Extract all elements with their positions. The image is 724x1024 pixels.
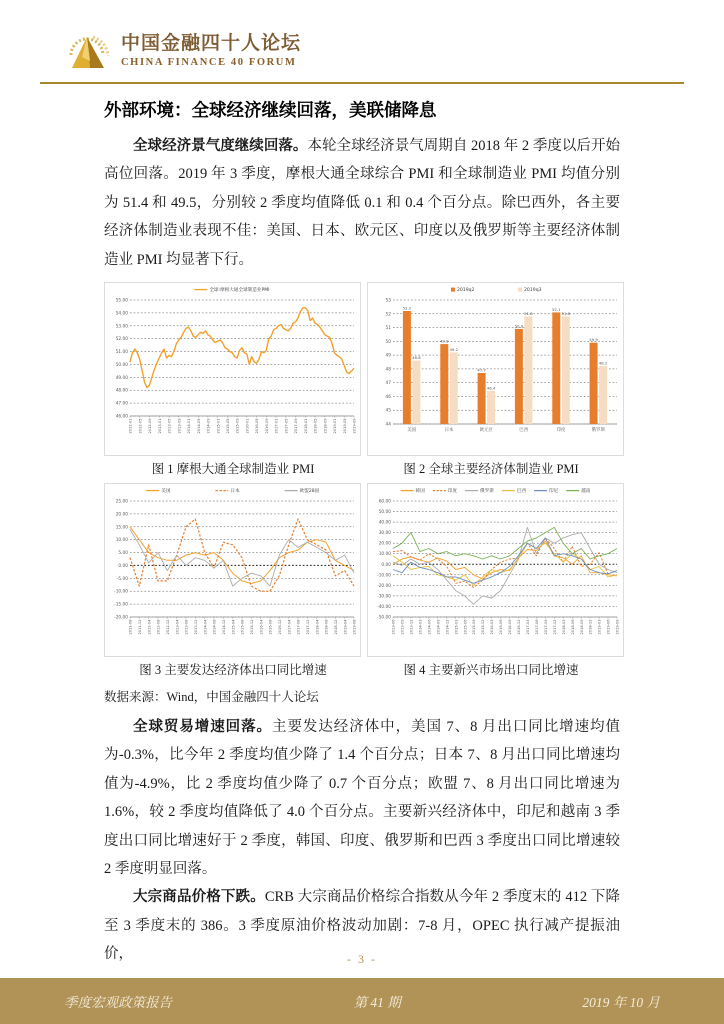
svg-text:50.9: 50.9 [514,323,524,329]
svg-text:2012-09: 2012-09 [148,418,153,434]
svg-text:0.00: 0.00 [381,562,391,568]
svg-text:2013-05: 2013-05 [167,418,172,434]
svg-text:印尼: 印尼 [549,489,559,495]
footer-date: 2019 年 10 月 [582,995,660,1010]
svg-text:韩国: 韩国 [415,489,425,495]
svg-text:2018-12: 2018-12 [588,619,593,635]
svg-text:48.00: 48.00 [115,388,128,394]
svg-text:2018-09: 2018-09 [323,418,328,434]
svg-text:印度: 印度 [447,489,458,495]
figure-2-caption: 图 2 全球主要经济体制造业 PMI [403,462,579,477]
svg-text:0.00: 0.00 [118,563,128,569]
paragraph-2-lead: 全球贸易增速回落。 [133,719,273,736]
svg-text:2019q2: 2019q2 [456,288,475,294]
captions-row-2 [104,657,620,684]
svg-text:俄罗斯: 俄罗斯 [480,489,494,495]
svg-text:47.7: 47.7 [477,367,486,373]
svg-text:2016-09: 2016-09 [264,418,269,434]
chart-1-canvas [105,283,360,455]
svg-text:2017-08: 2017-08 [296,619,301,635]
svg-text:2016-08: 2016-08 [268,619,273,635]
svg-text:2019-09: 2019-09 [615,619,620,635]
svg-text:-30.00: -30.00 [377,594,391,600]
svg-text:2013-04: 2013-04 [175,619,180,635]
svg-text:2016-12: 2016-12 [277,619,282,635]
svg-text:2012-04: 2012-04 [147,619,152,635]
svg-text:2018-06: 2018-06 [570,619,575,635]
svg-text:印度: 印度 [556,428,566,434]
svg-text:2014-12: 2014-12 [221,619,226,635]
svg-text:2017-12: 2017-12 [305,619,310,635]
footer-issue: 第 41 期 [353,995,401,1010]
svg-text:2017-05: 2017-05 [284,418,289,434]
svg-text:2016-03: 2016-03 [490,619,495,635]
svg-text:2012-08: 2012-08 [156,619,161,635]
footer-report-name: 季度宏观政策报告 [64,995,172,1010]
svg-text:2016-04: 2016-04 [259,619,264,635]
brand-name-en: CHINA FINANCE 40 FORUM [121,56,297,68]
paragraph-1-text: 本轮全球经济景气周期自 2018 年 2 季度以后开始高位回落。2019 年 3 季度，摩根大通全球综合 PMI 和全球制造业 PMI 均值分别为 51.4 和 49.5，分别较 2 季度均值降低 0.1 和 0.4 个百分点。除巴西外，各主要经济体制造业表现不佳：美国、日本、欧元区、印度以及俄罗斯等主要经济体制造业 PMI 均显著下行。 [104,138,621,268]
svg-text:2019-01: 2019-01 [333,418,338,434]
svg-text:49: 49 [385,353,391,359]
svg-text:全球:摩根大通全球制造业PMI: 全球:摩根大通全球制造业PMI [209,288,270,294]
svg-text:50.00: 50.00 [378,510,391,516]
footer-bar [0,978,724,1024]
svg-text:53: 53 [385,298,391,304]
svg-text:2017-09: 2017-09 [543,619,548,635]
svg-text:2018-12: 2018-12 [333,619,338,635]
svg-text:49.00: 49.00 [115,375,128,381]
data-source-note: 数据来源：Wind，中国金融四十人论坛 [104,690,319,705]
svg-text:-15.00: -15.00 [114,602,128,608]
svg-text:2019-03: 2019-03 [597,619,602,635]
paragraph-3-lead: 大宗商品价格下跌。 [133,889,265,906]
svg-text:2019-06: 2019-06 [606,619,611,635]
svg-text:2014-09: 2014-09 [206,418,211,434]
svg-text:2015-06: 2015-06 [463,619,468,635]
svg-text:2014-08: 2014-08 [212,619,217,635]
svg-text:2011-08: 2011-08 [128,619,133,635]
svg-text:欧元区: 欧元区 [479,428,493,434]
svg-text:2018-08: 2018-08 [324,619,329,635]
svg-text:10.00: 10.00 [115,538,128,544]
svg-text:2018-03: 2018-03 [561,619,566,635]
svg-text:52.1: 52.1 [551,306,561,312]
figure-4-caption: 图 4 主要新兴市场出口同比增速 [403,663,579,678]
svg-text:2016-12: 2016-12 [517,619,521,635]
brand-text [121,33,301,68]
svg-text:48.2: 48.2 [598,360,608,366]
svg-text:20.00: 20.00 [115,512,128,518]
brand-name-cn: 中国金融四十人论坛 [121,32,302,54]
paragraph-3-text: CRB 大宗商品价格综合指数从今年 2 季度末的 412 下降至 3 季度末的 386。3 季度原油价格波动加剧：7-8 月，OPEC 执行减产提振油价， [104,889,621,963]
paragraph-1-lead: 全球经济景气度继续回落。 [133,138,308,154]
svg-text:日本: 日本 [230,489,240,495]
svg-text:2017-03: 2017-03 [526,619,530,635]
svg-text:2014-09: 2014-09 [436,619,441,635]
svg-text:53.00: 53.00 [115,324,128,330]
svg-text:48.6: 48.6 [412,355,421,361]
svg-text:2017-12: 2017-12 [552,619,557,635]
svg-text:-20.00: -20.00 [114,615,128,621]
svg-text:46.00: 46.00 [115,414,128,420]
svg-text:2014-04: 2014-04 [203,619,208,635]
page-header [0,0,724,75]
svg-text:2014-03: 2014-03 [418,619,423,635]
svg-text:2013-01: 2013-01 [157,418,162,434]
svg-text:2016-09: 2016-09 [508,619,513,635]
svg-text:巴西: 巴西 [519,428,529,434]
svg-text:2018-09: 2018-09 [579,619,584,635]
svg-text:2017-01: 2017-01 [274,418,279,434]
charts-row-1 [104,282,620,456]
svg-text:2015-03: 2015-03 [454,619,459,635]
figure-4 [367,483,624,657]
svg-text:2015-12: 2015-12 [481,619,486,635]
svg-text:45: 45 [385,408,391,414]
svg-text:60.00: 60.00 [378,499,391,505]
figure-2 [367,282,624,456]
figure-3 [104,483,361,657]
svg-text:5.00: 5.00 [118,551,128,557]
svg-text:2012-01: 2012-01 [128,418,133,434]
svg-text:2012-12: 2012-12 [165,619,170,635]
svg-text:2013-12: 2013-12 [409,619,414,635]
svg-text:51.00: 51.00 [115,350,128,356]
svg-text:2016-06: 2016-06 [499,619,504,635]
svg-text:2017-09: 2017-09 [294,418,299,434]
svg-text:2015-08: 2015-08 [240,619,245,635]
svg-text:2015-04: 2015-04 [231,619,236,635]
svg-text:10.00: 10.00 [378,552,391,558]
svg-text:2014-12: 2014-12 [445,619,450,635]
svg-text:2013-08: 2013-08 [184,619,189,635]
svg-text:2014-06: 2014-06 [427,619,432,635]
svg-text:2018-01: 2018-01 [303,418,308,434]
svg-text:50: 50 [385,339,391,345]
svg-text:2015-12: 2015-12 [249,619,254,635]
svg-text:51: 51 [385,326,391,332]
svg-text:2018-04: 2018-04 [315,619,320,635]
svg-text:15.00: 15.00 [115,525,128,531]
svg-text:52: 52 [385,312,391,318]
article [104,97,620,969]
svg-text:40.00: 40.00 [378,520,391,526]
svg-text:-50.00: -50.00 [377,615,391,621]
svg-text:2014-01: 2014-01 [187,418,191,434]
svg-text:2011-12: 2011-12 [137,619,142,635]
svg-text:美国: 美国 [407,428,417,434]
svg-text:30.00: 30.00 [378,531,391,537]
svg-text:2019-09: 2019-09 [352,418,357,434]
captions-row-1 [104,456,620,483]
figure-1 [104,282,361,456]
page-number: - 3 - [347,952,377,966]
svg-text:2019-04: 2019-04 [343,619,348,635]
svg-text:2015-01: 2015-01 [216,418,221,434]
svg-text:25.00: 25.00 [115,499,128,505]
paragraph-2-text: 主要发达经济体中，美国 7、8 月出口同比增速均值为-0.3%，比今年 2 季度均值少降了 1.4 个百分点；日本 7、8 月出口同比增速均值为-4.9%，比 2 季度均值少降了 0.7 个百分点；欧盟 7、8 月出口同比增速为 1.6%，较 2 季度均值降低了 4.0 个百分点。主要新兴经济体中，印尼和越南 3 季度出口同比增速好于 2 季度，韩国、印度、俄罗斯和巴西 3 季度出口同比增速较 2 季度明显回落。 [104,719,621,878]
svg-text:50.00: 50.00 [115,362,128,368]
svg-text:-20.00: -20.00 [377,583,391,589]
chart-2-canvas [368,283,623,455]
figure-3-caption: 图 3 主要发达经济体出口同比增速 [139,663,327,678]
cf40-logo-icon [64,25,110,75]
svg-text:46.4: 46.4 [486,385,496,391]
svg-text:俄罗斯: 俄罗斯 [591,428,605,434]
svg-text:2013-06: 2013-06 [391,619,396,635]
svg-text:2013-09: 2013-09 [400,619,405,635]
svg-text:2013-09: 2013-09 [177,418,182,434]
svg-text:2015-09: 2015-09 [235,418,240,434]
paragraph-2 [104,713,620,883]
svg-text:-5.00: -5.00 [116,576,128,582]
svg-text:51.8: 51.8 [524,310,533,316]
svg-text:越南: 越南 [581,489,591,495]
chart-4-canvas [368,484,623,656]
svg-text:-10.00: -10.00 [377,573,391,579]
svg-text:2017-04: 2017-04 [287,619,292,635]
svg-text:54.00: 54.00 [115,311,128,317]
svg-text:47.00: 47.00 [115,401,128,407]
chart-3-canvas [105,484,360,656]
svg-text:美国: 美国 [161,489,171,495]
svg-text:51.8: 51.8 [561,310,571,316]
svg-text:欧盟28国: 欧盟28国 [299,489,320,495]
svg-text:2014-05: 2014-05 [196,418,201,434]
section-title: 外部环境：全球经济继续回落，美联储降息 [104,100,437,120]
svg-text:2016-01: 2016-01 [245,418,250,434]
svg-text:2015-05: 2015-05 [226,418,230,434]
svg-text:2019-05: 2019-05 [342,418,347,434]
paragraph-1 [104,132,620,274]
svg-text:2016-05: 2016-05 [255,418,260,434]
svg-text:日本: 日本 [444,428,454,434]
svg-text:2017-06: 2017-06 [535,619,539,635]
svg-text:2015-09: 2015-09 [472,619,477,635]
svg-text:49.8: 49.8 [439,338,449,344]
svg-text:49.9: 49.9 [589,337,598,343]
svg-text:47: 47 [385,381,391,387]
svg-text:44: 44 [385,422,391,428]
svg-text:-40.00: -40.00 [377,605,391,611]
svg-text:48: 48 [385,367,391,373]
svg-text:20.00: 20.00 [378,541,391,547]
svg-text:-10.00: -10.00 [114,589,128,595]
svg-text:巴西: 巴西 [516,489,527,495]
figure-1-caption: 图 1 摩根大通全球制造业 PMI [151,462,315,477]
svg-text:46: 46 [385,394,391,400]
svg-text:2018-05: 2018-05 [313,418,318,434]
svg-text:2013-12: 2013-12 [193,619,198,635]
svg-text:2012-05: 2012-05 [138,418,143,434]
svg-text:52.2: 52.2 [402,305,412,311]
svg-text:49.2: 49.2 [449,346,459,352]
svg-text:2019-08: 2019-08 [352,619,357,635]
header-divider [40,82,684,84]
svg-text:55.00: 55.00 [115,298,128,304]
svg-text:2019q3: 2019q3 [524,288,542,294]
svg-text:52.00: 52.00 [115,337,128,343]
charts-row-2 [104,483,620,657]
